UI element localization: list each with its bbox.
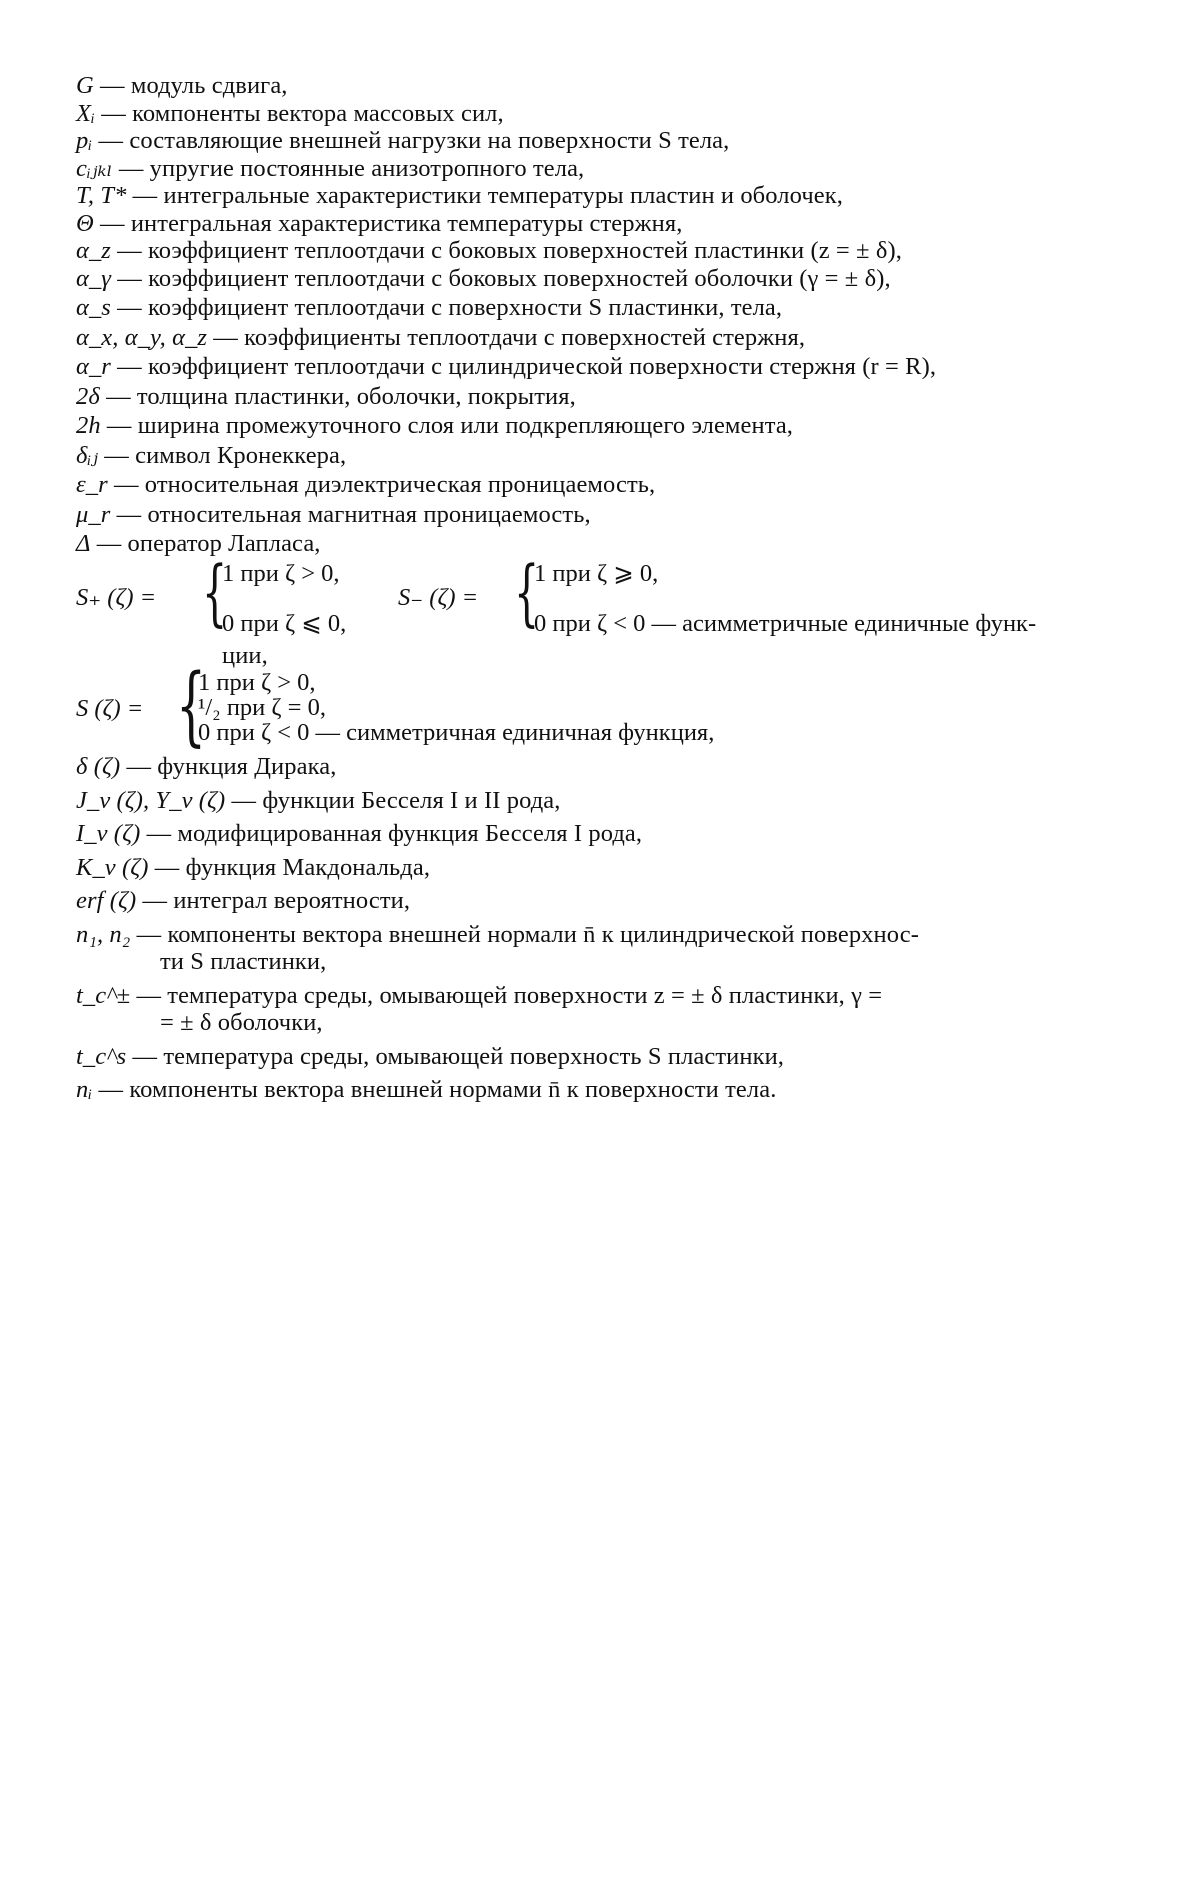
symbol: I_ν (ζ): [76, 820, 141, 847]
sminus-case-bottom: 0 при ζ < 0 — асимметричные единичные функ-: [534, 609, 1037, 637]
s-brace: {: [176, 656, 207, 756]
definition-line: [76, 72, 1136, 100]
definition-text: — символ Кронеккера,: [98, 441, 347, 469]
splus-case-top: 1 при ζ > 0,: [222, 559, 340, 587]
definition-line: [76, 210, 1136, 238]
asymmetric-unit-functions: [76, 549, 1136, 642]
definition-text: — относительная диэлектрическая проницаемость,: [107, 471, 656, 498]
definition-line: [76, 182, 1136, 210]
symbol: α_s: [76, 294, 111, 321]
symbol: α_x, α_y, α_z: [76, 323, 208, 351]
definition-line: [76, 294, 1136, 322]
definition-text: — температура среды, омывающей поверхности z = ± δ пластинки, γ =: [130, 981, 883, 1009]
symbol: α_γ: [76, 264, 112, 292]
definition-line: [76, 155, 1136, 183]
symmetric-unit-function: [76, 656, 1136, 756]
s-case-2: ¹/₂ при ζ = 0,: [198, 694, 327, 721]
definition-text: — упругие постоянные анизотропного тела,: [112, 154, 585, 182]
symbol: Θ: [76, 209, 94, 237]
definition-text: — толщина пластинки, оболочки, покрытия,: [99, 382, 576, 410]
symbol: t_c^±: [76, 981, 131, 1009]
symbol: pᵢ: [76, 127, 93, 154]
definition-line: [76, 100, 1136, 128]
symbol: cᵢⱼₖₗ: [76, 154, 113, 182]
symbol: δ (ζ): [76, 753, 121, 780]
definition-line: [76, 127, 1136, 155]
symbol: n₁, n₂: [76, 920, 131, 948]
definition-text: — компоненты вектора массовых сил,: [95, 99, 504, 127]
definition-text: — оператор Лапласа,: [90, 530, 321, 557]
symbol: t_c^s: [76, 1042, 127, 1070]
definitions-part-2: [76, 753, 1136, 1104]
definition-line: [76, 471, 1136, 499]
definition-line: [76, 1043, 1136, 1071]
symbol: G: [76, 72, 94, 99]
definition-line: [76, 383, 1136, 411]
definition-text: — температура среды, омывающей поверхность S пластинки,: [126, 1042, 785, 1070]
symbol: δᵢⱼ: [76, 441, 99, 469]
definition-text: — интеграл вероятности,: [136, 887, 411, 914]
definition-line: [76, 948, 1136, 976]
symbol: Δ: [76, 530, 91, 557]
asym-continuation: ции,: [222, 641, 268, 669]
definition-line: [76, 753, 1136, 781]
definition-line: [76, 1076, 1136, 1104]
definition-line: [76, 887, 1136, 915]
definition-text: = ± δ оболочки,: [160, 1009, 323, 1036]
s-lhs: S (ζ) =: [76, 695, 144, 722]
definition-line: [76, 854, 1136, 882]
definition-line: [76, 1009, 1136, 1037]
definition-text: — функции Бесселя I и II рода,: [225, 786, 561, 814]
symbol: Xᵢ: [76, 99, 96, 127]
s-case-1: 1 при ζ > 0,: [198, 669, 316, 696]
definition-line: [76, 787, 1136, 815]
definition-line: [76, 442, 1136, 470]
symbol: erf (ζ): [76, 887, 137, 914]
symbol: α_z: [76, 237, 111, 264]
definition-line: [76, 353, 1136, 381]
definition-text: — модифицированная функция Бесселя I рода,: [140, 820, 643, 847]
definition-text: — коэффициент теплоотдачи с боковых поверхностей пластинки (z = ± δ),: [110, 237, 902, 264]
splus-brace: {: [202, 549, 228, 634]
definition-text: — функция Макдональда,: [148, 853, 431, 881]
sminus-case-top: 1 при ζ ⩾ 0,: [534, 559, 659, 587]
symbol: T, T*: [76, 182, 127, 209]
definition-text: — интегральные характеристики температуры пластин и оболочек,: [126, 182, 843, 209]
definition-line: [76, 265, 1136, 293]
definition-text: — интегральная характеристика температуры стержня,: [93, 209, 683, 237]
symbol: K_ν (ζ): [76, 853, 149, 881]
definition-text: — коэффициенты теплоотдачи с поверхностей стержня,: [207, 323, 806, 351]
symbol-list: [76, 72, 1136, 1104]
definition-line: [76, 820, 1136, 848]
symbol: μ_r: [76, 500, 111, 528]
definition-text: — коэффициент теплоотдачи с цилиндрической поверхности стержня (r = R),: [110, 353, 937, 380]
symbol: nᵢ: [76, 1076, 93, 1103]
sminus-brace: {: [514, 549, 540, 634]
definition-text: — модуль сдвига,: [93, 72, 288, 99]
symbol: α_r: [76, 353, 111, 380]
definition-text: — компоненты вектора внешней нормали n̄ к цилиндрической поверхнос-: [130, 920, 919, 948]
symbol: 2h: [76, 412, 101, 439]
definition-line: [76, 982, 1136, 1010]
definition-line: [76, 412, 1136, 440]
definition-line: [76, 324, 1136, 352]
definition-text: — функция Дирака,: [120, 753, 337, 780]
definition-text: — составляющие внешней нагрузки на поверхности S тела,: [92, 127, 730, 154]
symbol: ε_r: [76, 471, 108, 498]
definition-line: [76, 921, 1136, 949]
definition-text: ти S пластинки,: [160, 948, 327, 975]
splus-lhs: S₊ (ζ) =: [76, 583, 157, 611]
sminus-lhs: S₋ (ζ) =: [398, 583, 479, 611]
s-case-3: 0 при ζ < 0 — симметричная единичная функция,: [198, 719, 715, 746]
symbol: 2δ: [76, 382, 100, 410]
definition-line: [76, 237, 1136, 265]
definition-line: [76, 501, 1136, 529]
definition-text: — коэффициент теплоотдачи с боковых поверхностей оболочки (γ = ± δ),: [111, 264, 891, 292]
definitions-part-1: [76, 72, 1136, 558]
definition-text: — компоненты вектора внешней нормами n̄ к поверхности тела.: [92, 1076, 777, 1103]
definition-text: — коэффициент теплоотдачи с поверхности S пластинки, тела,: [110, 294, 783, 321]
definition-line: [76, 530, 1136, 558]
definition-text: — относительная магнитная проницаемость,: [110, 500, 591, 528]
splus-case-bottom: 0 при ζ ⩽ 0,: [222, 609, 347, 637]
symbol: J_ν (ζ), Y_ν (ζ): [76, 786, 226, 814]
definition-text: — ширина промежуточного слоя или подкрепляющего элемента,: [100, 412, 794, 439]
